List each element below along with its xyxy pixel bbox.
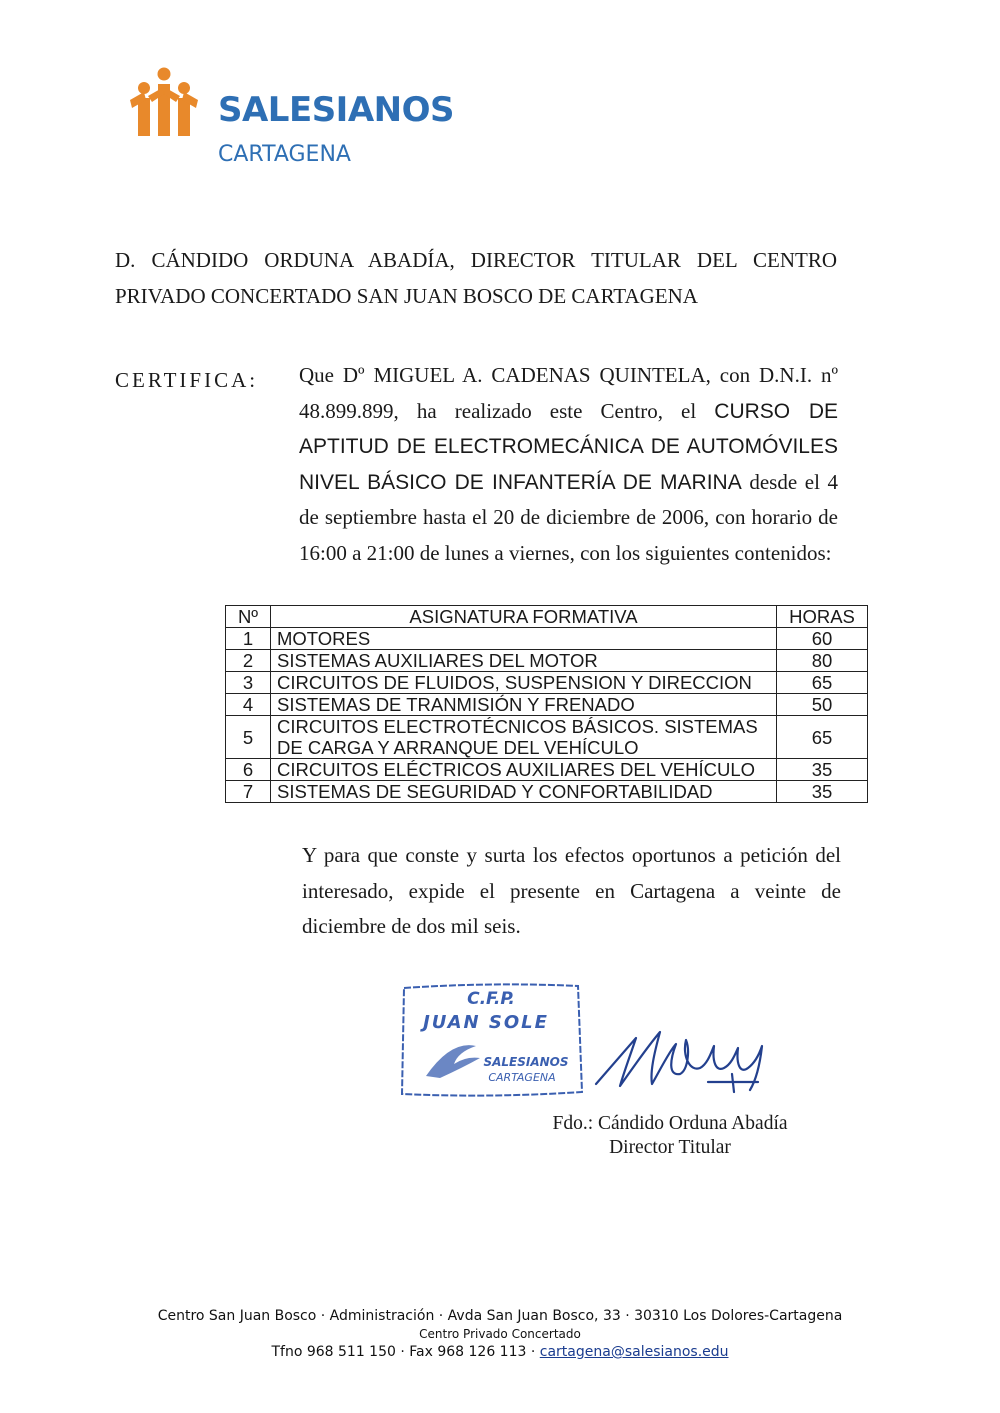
director-heading — [115, 242, 837, 314]
row-subject: SISTEMAS DE SEGURIDAD Y CONFORTABILIDAD — [271, 781, 777, 803]
director-heading-line2: PRIVADO CONCERTADO SAN JUAN BOSCO DE CARTAGENA — [115, 284, 698, 308]
brand-name: SALESIANOS — [218, 90, 454, 130]
footer — [0, 1306, 1000, 1362]
subjects-table — [225, 605, 868, 803]
table-row — [226, 759, 868, 781]
row-hours: 65 — [777, 672, 868, 694]
official-stamp — [396, 980, 586, 1100]
table-header-row — [226, 606, 868, 628]
table-row — [226, 694, 868, 716]
row-subject: CIRCUITOS DE FLUIDOS, SUSPENSION Y DIRECCION — [271, 672, 777, 694]
row-subject: CIRCUITOS ELÉCTRICOS AUXILIARES DEL VEHÍCULO — [271, 759, 777, 781]
table-row — [226, 650, 868, 672]
row-hours: 50 — [777, 694, 868, 716]
brand-city: CARTAGENA — [218, 142, 351, 167]
row-hours: 80 — [777, 650, 868, 672]
row-num: 3 — [226, 672, 271, 694]
director-heading-line1: D. CÁNDIDO ORDUNA ABADÍA, DIRECTOR TITULAR DEL CENTRO — [115, 248, 837, 272]
course-name: CURSO DE APTITUD DE ELECTROMECÁNICA DE AUTOMÓVILES NIVEL BÁSICO DE INFANTERÍA DE MARINA — [299, 399, 838, 494]
row-hours: 35 — [777, 759, 868, 781]
row-num: 1 — [226, 628, 271, 650]
certificate-details: desde el 4 de septiembre hasta el 20 de diciembre de 2006, con horario de 16:00 a 21:00 de lunes a viernes, con los siguientes contenidos: — [299, 469, 839, 565]
row-num: 7 — [226, 781, 271, 803]
certificate-intro: Que Dº MIGUEL A. CADENAS QUINTELA, con D.N.I. nº 48.899.899, ha realizado este Centro, el — [299, 363, 838, 423]
stamp-line3: SALESIANOS — [483, 1055, 569, 1069]
signatory-block — [470, 1112, 870, 1160]
salesianos-logo — [128, 62, 468, 182]
row-subject: CIRCUITOS ELECTROTÉCNICOS BÁSICOS. SISTEMAS DE CARGA Y ARRANQUE DEL VEHÍCULO — [271, 716, 777, 759]
footer-contact — [0, 1342, 1000, 1362]
stamp-line2: JUAN SOLE — [423, 1012, 549, 1033]
header-num: Nº — [226, 606, 271, 628]
handwritten-signature — [590, 1010, 790, 1100]
footer-center-type: Centro Privado Concertado — [419, 1327, 581, 1341]
signatory-title: Director Titular — [609, 1137, 731, 1158]
signatory-name: Fdo.: Cándido Orduna Abadía — [552, 1113, 788, 1134]
header-hours: HORAS — [777, 606, 868, 628]
row-hours: 65 — [777, 716, 868, 759]
table-row — [226, 781, 868, 803]
certifica-label: CERTIFICA: — [115, 368, 259, 392]
table-row — [226, 716, 868, 759]
certificate-body — [299, 358, 838, 571]
row-num: 6 — [226, 759, 271, 781]
footer-email-link[interactable]: cartagena@salesianos.edu — [539, 1344, 729, 1360]
salesianos-figures-icon — [128, 66, 200, 142]
row-hours: 35 — [777, 781, 868, 803]
table-row — [226, 628, 868, 650]
footer-phone-fax: Tfno 968 511 150 · Fax 968 126 113 · — [271, 1344, 540, 1360]
row-subject: MOTORES — [271, 628, 777, 650]
closing-paragraph: Y para que conste y surta los efectos oportunos a petición del interesado, expide el presente en Cartagena a veinte de diciembre de dos mil seis. — [302, 843, 841, 938]
row-num: 4 — [226, 694, 271, 716]
row-subject: SISTEMAS AUXILIARES DEL MOTOR — [271, 650, 777, 672]
header-subject: ASIGNATURA FORMATIVA — [271, 606, 777, 628]
row-num: 2 — [226, 650, 271, 672]
row-num: 5 — [226, 716, 271, 759]
footer-address: Centro San Juan Bosco · Administración · Avda San Juan Bosco, 33 · 30310 Los Dolores-Cartagena — [157, 1308, 843, 1324]
stamp-line4: CARTAGENA — [488, 1071, 556, 1084]
row-subject: SISTEMAS DE TRANMISIÓN Y FRENADO — [271, 694, 777, 716]
stamp-line1: C.F.P. — [467, 989, 515, 1009]
row-hours: 60 — [777, 628, 868, 650]
table-row — [226, 672, 868, 694]
